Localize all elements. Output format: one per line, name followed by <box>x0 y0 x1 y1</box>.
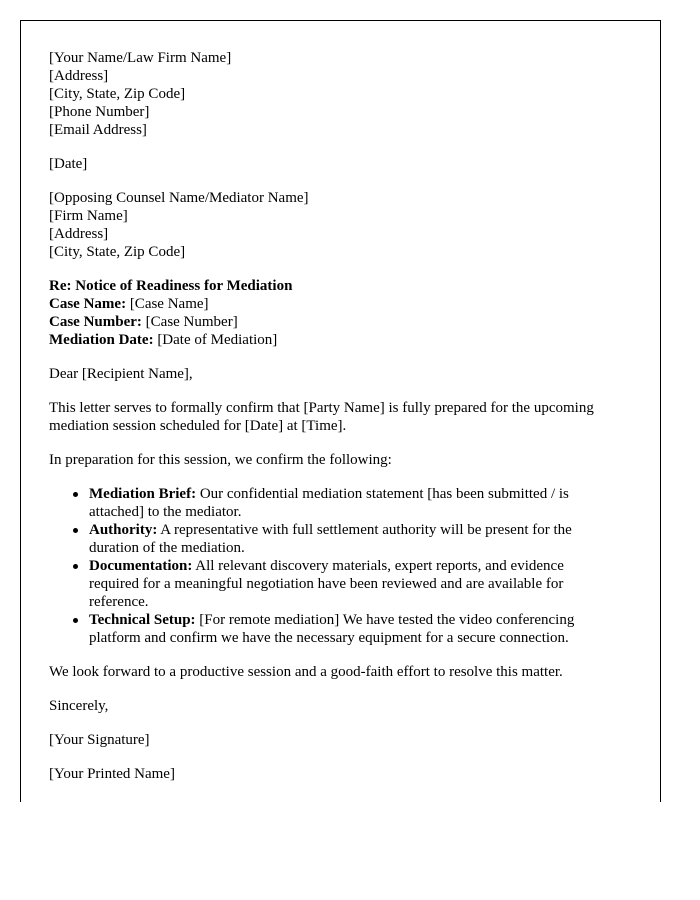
closing-paragraph: We look forward to a productive session and a good-faith effort to resolve this matter. <box>49 664 563 680</box>
signature: [Your Signature] <box>49 732 150 748</box>
sign-off: Sincerely, <box>49 698 109 714</box>
case-name-line <box>49 295 639 313</box>
confirmation-list <box>49 485 639 647</box>
subject-block <box>49 277 639 349</box>
list-item-text: reference. <box>89 594 149 610</box>
printed-name: [Your Printed Name] <box>49 766 175 782</box>
list-item-documentation <box>89 557 639 611</box>
list-item-text: attached] to the mediator. <box>89 504 242 520</box>
bullet-icon <box>73 618 78 623</box>
recipient-block <box>49 189 639 261</box>
list-item-text: duration of the mediation. <box>89 540 245 556</box>
salutation: Dear [Recipient Name], <box>49 366 193 382</box>
bullet-icon <box>73 492 78 497</box>
letter-page <box>20 20 661 802</box>
recipient-firm: [Firm Name] <box>49 208 128 224</box>
list-item-label: Technical Setup: <box>89 612 196 628</box>
bullet-icon <box>73 564 78 569</box>
sender-email: [Email Address] <box>49 122 147 138</box>
subject-re: Re: Notice of Readiness for Mediation <box>49 278 293 294</box>
sender-phone: [Phone Number] <box>49 104 150 120</box>
recipient-city-state-zip: [City, State, Zip Code] <box>49 244 186 260</box>
date-block <box>49 155 639 173</box>
paragraph-readiness <box>49 399 639 435</box>
case-name-value: [Case Name] <box>126 296 209 312</box>
paragraph-preparation: In preparation for this session, we confirm the following: <box>49 452 392 468</box>
mediation-date-line <box>49 331 639 349</box>
list-item-text: A representative with full settlement authority will be present for the <box>157 522 572 538</box>
case-number-label: Case Number: <box>49 314 142 330</box>
list-item-authority <box>89 521 639 557</box>
list-item-text: All relevant discovery materials, expert reports, and evidence <box>192 558 564 574</box>
paragraph-readiness-line-2: mediation session scheduled for [Date] at [Time]. <box>49 418 347 434</box>
case-number-value: [Case Number] <box>141 314 238 330</box>
list-item-label: Documentation: <box>89 558 193 574</box>
mediation-date-value: [Date of Mediation] <box>153 332 278 348</box>
list-item-text: [For remote mediation] We have tested the video conferencing <box>195 612 575 628</box>
list-item-text: Our confidential mediation statement [has been submitted / is <box>196 486 569 502</box>
list-item-label: Authority: <box>89 522 158 538</box>
list-item-text: platform and confirm we have the necessary equipment for a secure connection. <box>89 630 569 646</box>
sender-name: [Your Name/Law Firm Name] <box>49 50 232 66</box>
paragraph-readiness-line-1: This letter serves to formally confirm that [Party Name] is fully prepared for the upcoming <box>49 400 594 416</box>
sender-address: [Address] <box>49 68 109 84</box>
case-number-line <box>49 313 639 331</box>
list-item-text: required for a meaningful negotiation have been reviewed and are available for <box>89 576 564 592</box>
letter-date: [Date] <box>49 156 88 172</box>
mediation-date-label: Mediation Date: <box>49 332 154 348</box>
case-name-label: Case Name: <box>49 296 127 312</box>
sender-block <box>49 49 639 139</box>
recipient-name: [Opposing Counsel Name/Mediator Name] <box>49 190 309 206</box>
letter-content <box>49 49 639 783</box>
bullet-icon <box>73 528 78 533</box>
list-item-technical-setup <box>89 611 639 647</box>
list-item-mediation-brief <box>89 485 639 521</box>
list-item-label: Mediation Brief: <box>89 486 197 502</box>
recipient-address: [Address] <box>49 226 109 242</box>
sender-city-state-zip: [City, State, Zip Code] <box>49 86 186 102</box>
